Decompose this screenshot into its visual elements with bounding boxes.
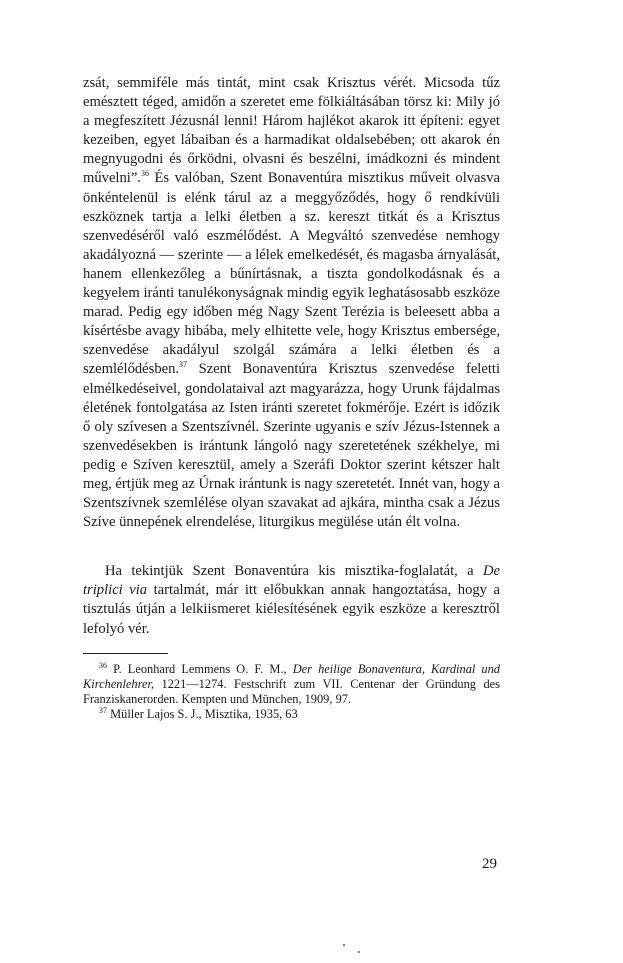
footnote-36 [83, 662, 500, 708]
footnote-ref-36: 36 [140, 169, 149, 179]
footnote-36-part-b: 1221—1274. Festschrift zum VII. Centenar der Gründung des Franziskanerorden. Kempten und München, 1909, 97. [83, 676, 500, 707]
footnotes [83, 662, 500, 723]
main-text [83, 74, 500, 639]
body-paragraph-2 [83, 562, 500, 638]
footnote-mark: 37 [99, 706, 107, 716]
footnote-36-part-a: P. Leonhard Lemmens O. F. M., [113, 661, 293, 676]
paragraph-2-part-b: tartalmát, már itt előbukkan annak hangoztatása, hogy a tisztulás útján a lelkiismeret kiélesítésének egyik eszköze a keresztről lefolyó vér. [83, 582, 500, 637]
footnote-36-title: Der heilige Bonaventura, Kardinal und Kirchenlehrer, [83, 661, 500, 691]
work-title: De triplici via [83, 563, 500, 599]
page-number: 29 [482, 856, 497, 872]
paragraph-1-part-a: zsát, semmiféle más tintát, mint csak Krisztus vérét. Micsoda tűz emésztett téged, amidőn a szeretet eme fölkiáltásában törsz ki: Mily jó a megfeszített Jézusnál lenni! Három hajlékot akarok itt építeni: egyet kezeiben, egyet lábaiban és a harmadikat oldalsebében; ott akarok én megnyugodni és őrködni, olvasni és beszélni, imádkozni és mindent művelni”. [83, 75, 500, 187]
paragraph-1-part-b: És valóban, Szent Bonaventúra misztikus műveit olvasva önkéntelenül is elénk tárul az a meggyőződés, hogy ő rendkívüli eszköznek tartja a lelki életben a sz. kereszt titkát és a Krisztus szenvedéséről való eszmélődést. A Megváltó szenvedése nemhogy akadályozná — szerinte — a lélek emelkedését, és magasba árnyalását, hanem ellenkezőleg a bűnírtásnak, a tiszta gondolkodásnak és a kegyelem iránti tanulékonyságnak mindig egyik leghatásosabb eszköze marad. Pedig egy időben még Nagy Szent Terézia is beleesett abba a kísértésbe avagy hibába, mely elhitette vele, hogy Krisztus embersége, szenvedése akadályul szolgál számára a lelki életben és a szemlélődésben. [83, 170, 500, 378]
footnote-mark: 36 [99, 660, 107, 670]
book-page [83, 74, 500, 722]
paragraph-2-part-a: Ha tekintjük Szent Bonaventúra kis misztika-foglalatát, a [105, 563, 483, 580]
footnote-divider [83, 653, 168, 654]
print-speck [343, 944, 345, 946]
footnote-37-text: Müller Lajos S. J., Misztika, 1935, 63 [110, 707, 298, 722]
body-paragraph-1 [83, 74, 500, 532]
footnote-ref-37: 37 [179, 360, 188, 370]
print-speck [358, 951, 360, 953]
paragraph-1-part-c: Szent Bonaventúra Krisztus szenvedése feletti elmélkedéseivel, gondolataival azt magyarázza, hogy Urunk fájdalmas életének fontolgatása az Isten iránti szeretet fokmérője. Ezért is időzik ő oly szívesen a Szentszívnél. Szerinte ugyanis e szív Jézus-Istennek a szenvedésekben is irántunk lángoló nagy szeretetének székhelye, mi pedig e Szíven keresztül, amely a Szeráfi Doktor szerint kétszer halt meg, értjük meg az Úrnak irántunk is nagy szeretetét. Innét van, hogy a Szentszívnek szemlélése olyan szavakat ad ajkára, mintha csak a Jézus Szíve ünnepének elrendelése, liturgikus megülése után élt volna. [83, 361, 500, 531]
footnote-37 [83, 707, 500, 722]
